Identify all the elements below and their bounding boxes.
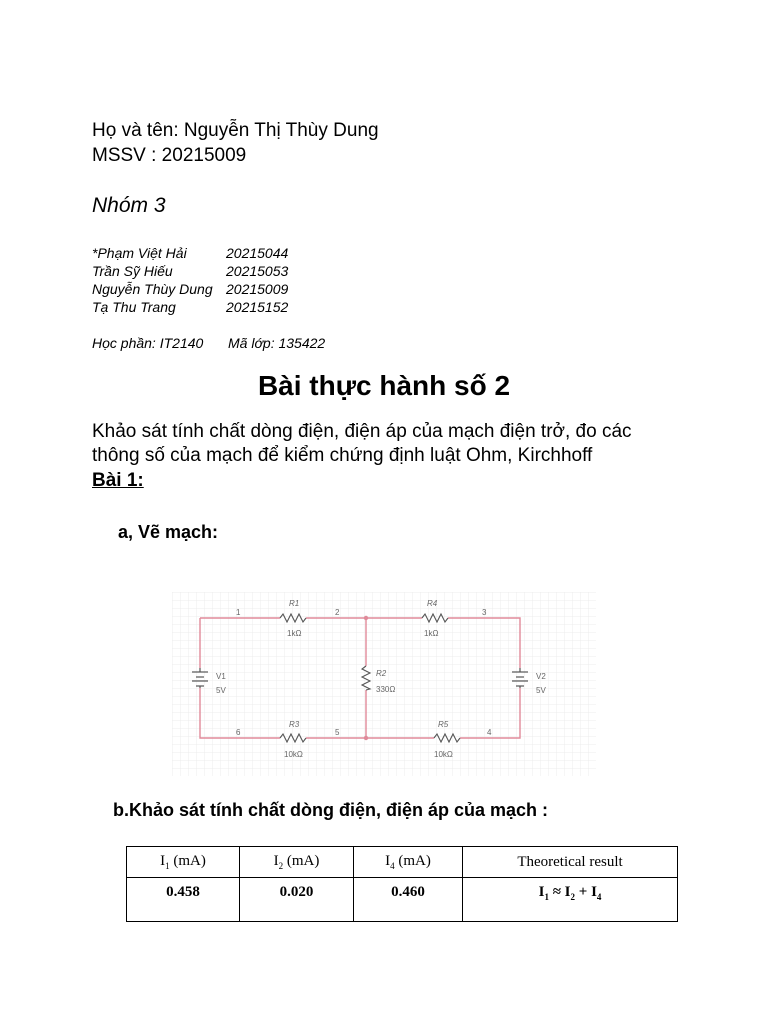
node-label: 4 [487,728,492,737]
description-line-2: thông số của mạch để kiểm chứng định luật Ohm, Kirchhoff [92,445,593,466]
member-id: 20215152 [226,299,289,315]
v2-value: 5V [536,686,546,695]
r4-value: 1kΩ [424,629,439,638]
member-id: 20215053 [226,263,289,279]
node-label: 1 [236,608,241,617]
header-theoretical-result: Theoretical result [463,847,678,878]
description-line-1: Khảo sát tính chất dòng điện, điện áp của mạch điện trở, đo các [92,421,632,442]
grid-background [172,592,596,776]
header-i4: $I_4$ (mA) [354,847,463,878]
r3-label: R3 [289,720,300,729]
circuit-diagram [172,592,596,776]
value-i4: 0.460 [354,878,463,922]
exercise-heading: Bài 1: [92,470,144,491]
table-header-row [127,847,678,878]
r3-value: 10kΩ [284,750,303,759]
r1-label: R1 [289,599,300,608]
course-module: Học phần: IT2140 [92,335,204,351]
results-table [126,846,678,922]
r4-label: R4 [427,599,438,608]
member-id: 20215009 [226,281,289,297]
r2-label: R2 [376,669,387,678]
junction-dot [364,736,368,740]
member-name: Nguyễn Thùy Dung [92,281,213,297]
student-name: Họ và tên: Nguyễn Thị Thùy Dung [92,120,379,141]
node-label: 5 [335,728,340,737]
r5-label: R5 [438,720,449,729]
part-b-heading: b.Khảo sát tính chất dòng điện, điện áp của mạch : [113,800,549,820]
part-a-heading: a, Vẽ mạch: [118,522,219,542]
member-name: Tạ Thu Trang [92,299,176,315]
header-i2: $I_2$ (mA) [240,847,354,878]
r5-value: 10kΩ [434,750,453,759]
group-title: Nhóm 3 [92,194,166,217]
course-class-code: Mã lớp: 135422 [228,335,326,351]
student-id: MSSV : 20215009 [92,145,247,166]
page-title: Bài thực hành số 2 [257,370,511,401]
header-i1: $I_1$ (mA) [127,847,240,878]
v2-label: V2 [536,672,546,681]
r1-value: 1kΩ [287,629,302,638]
value-i2: 0.020 [240,878,354,922]
member-name: *Phạm Việt Hải [92,245,187,261]
value-i1: 0.458 [127,878,240,922]
table-row [127,878,678,922]
member-id: 20215044 [226,245,289,261]
r2-value: 330Ω [376,685,396,694]
junction-dot [364,616,368,620]
v1-value: 5V [216,686,226,695]
v1-label: V1 [216,672,226,681]
node-label: 3 [482,608,487,617]
node-label: 2 [335,608,340,617]
member-name: Trần Sỹ Hiếu [92,263,173,279]
theoretical-result-formula: $I_1 \approx I_2 + I_4$ [463,878,678,922]
node-label: 6 [236,728,241,737]
